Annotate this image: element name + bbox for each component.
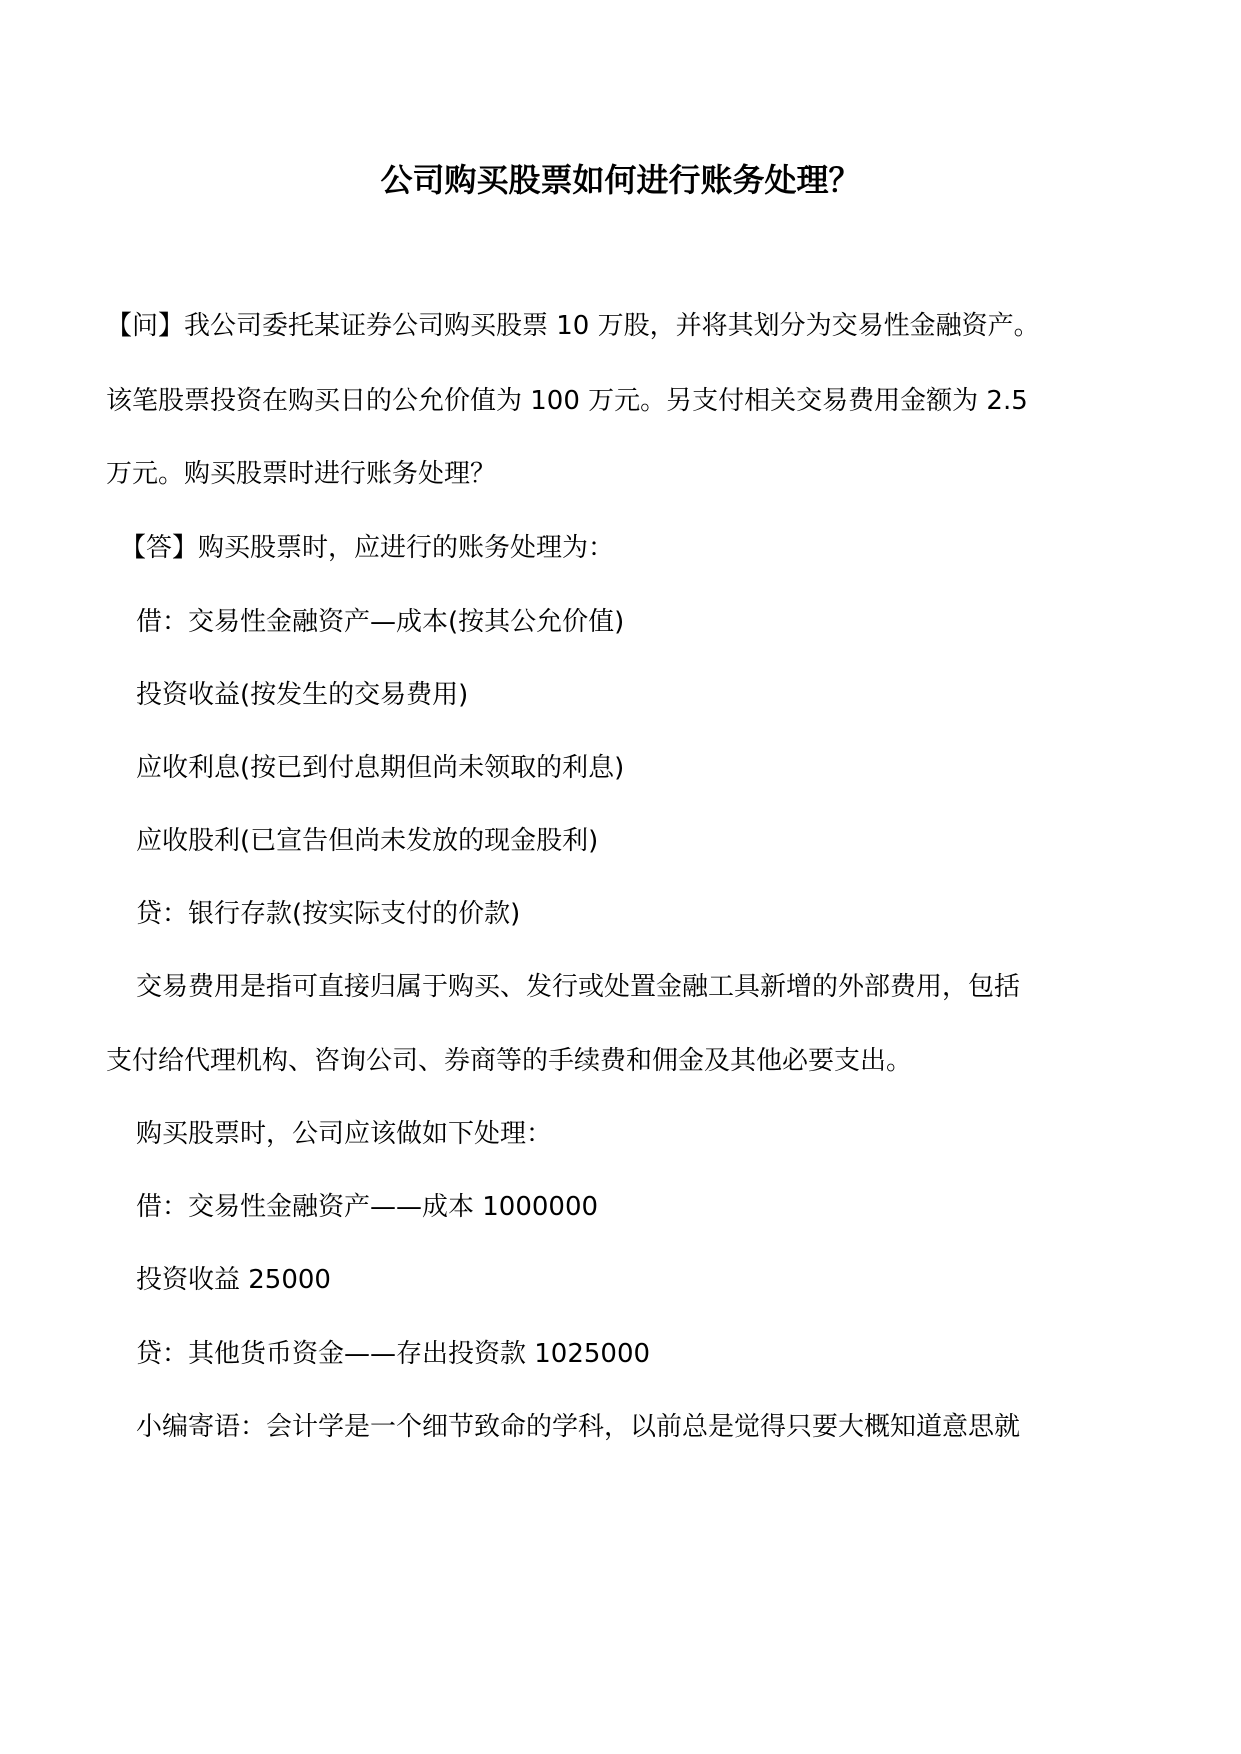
- explanation-line-1: 交易费用是指可直接归属于购买、发行或处置金融工具新增的外部费用，包括: [136, 972, 1021, 1002]
- example-intro: 购买股票时，公司应该做如下处理：: [136, 1119, 553, 1149]
- explanation-line-2: 支付给代理机构、咨询公司、券商等的手续费和佣金及其他必要支出。: [106, 1046, 913, 1076]
- entry-debit-trading-asset: 借：交易性金融资产—成本(按其公允价值): [136, 607, 625, 637]
- answer-intro: 【答】购买股票时，应进行的账务处理为：: [120, 533, 615, 563]
- example-debit-trading-asset: 借：交易性金融资产——成本 1000000: [136, 1192, 599, 1222]
- question-line-3: 万元。购买股票时进行账务处理？: [106, 459, 497, 489]
- entry-credit-bank-deposit: 贷：银行存款(按实际支付的价款): [136, 899, 521, 929]
- entry-dividend-receivable: 应收股利(已宣告但尚未发放的现金股利): [136, 826, 599, 856]
- question-line-2: 该笔股票投资在购买日的公允价值为 100 万元。另支付相关交易费用金额为 2.5: [106, 386, 1028, 416]
- document-title: 公司购买股票如何进行账务处理？: [380, 161, 861, 199]
- entry-interest-receivable: 应收利息(按已到付息期但尚未领取的利息): [136, 753, 625, 783]
- example-investment-income: 投资收益 25000: [136, 1265, 331, 1295]
- entry-investment-income: 投资收益(按发生的交易费用): [136, 680, 469, 710]
- example-credit-other-funds: 贷：其他货币资金——存出投资款 1025000: [136, 1339, 651, 1369]
- editor-note: 小编寄语：会计学是一个细节致命的学科，以前总是觉得只要大概知道意思就: [136, 1412, 1021, 1442]
- question-line-1: 【问】我公司委托某证券公司购买股票 10 万股，并将其划分为交易性金融资产。: [106, 311, 1040, 341]
